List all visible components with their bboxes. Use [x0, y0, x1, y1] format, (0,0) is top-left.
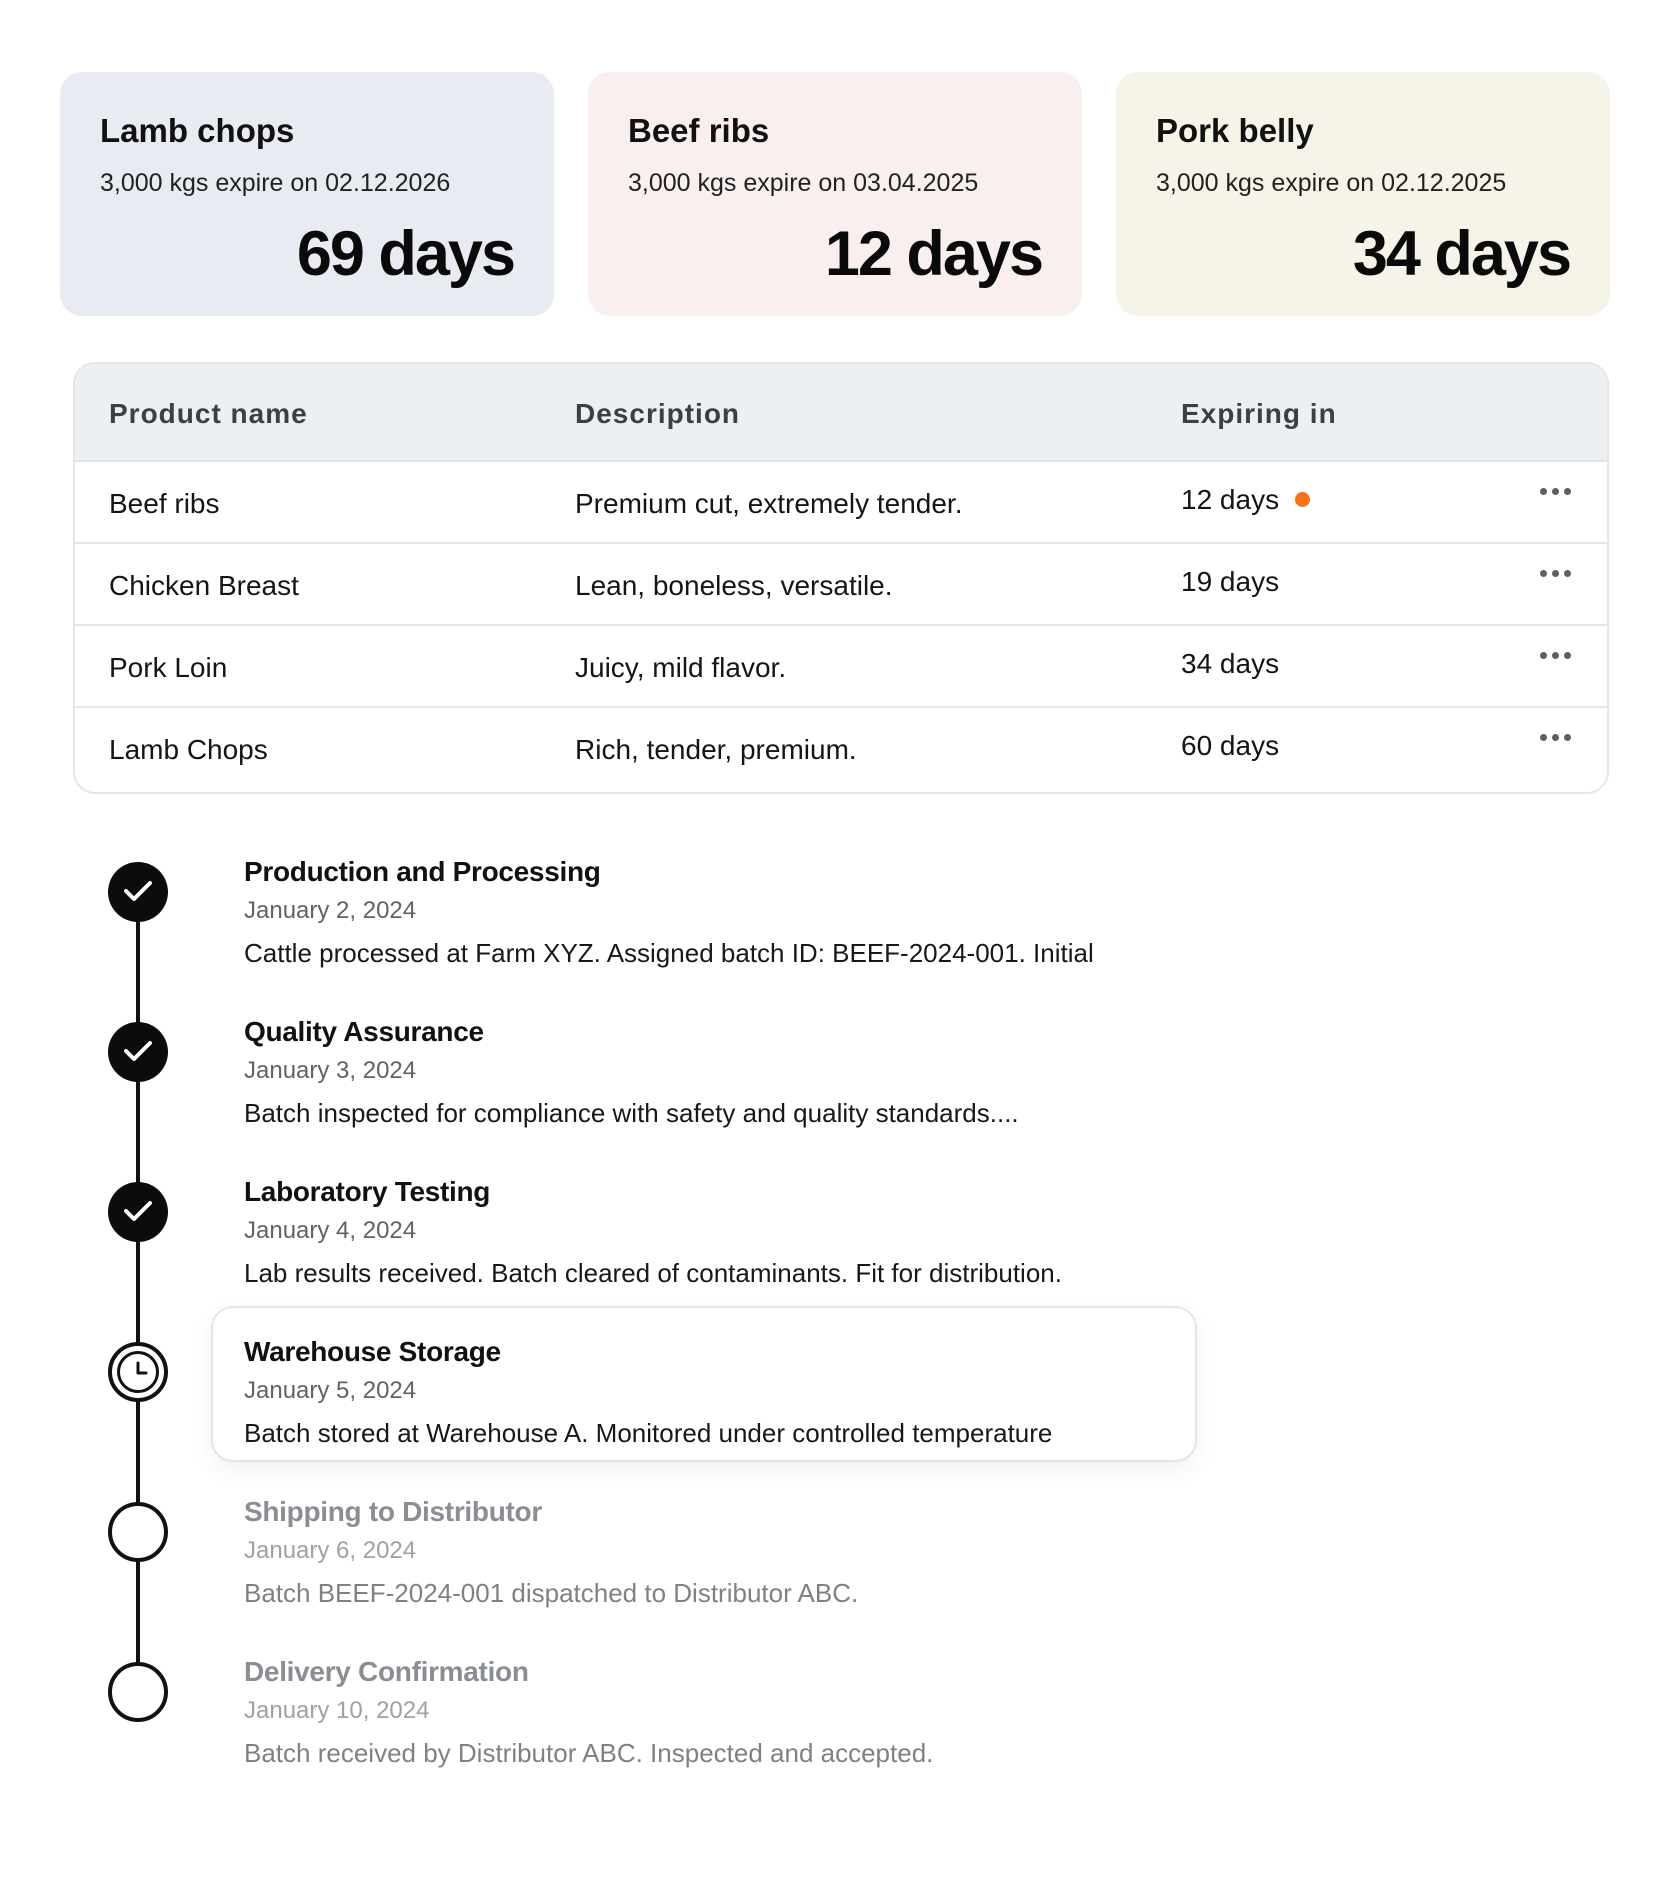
card-days-remaining: 69 days	[296, 219, 514, 289]
pending-circle-icon	[108, 1662, 168, 1722]
check-icon	[108, 1182, 168, 1242]
card-days-remaining: 34 days	[1352, 219, 1570, 289]
column-header-product[interactable]: Product name	[109, 398, 308, 429]
expiry-card-pork-belly[interactable]	[1116, 72, 1610, 316]
cell-product: Pork Loin	[109, 652, 228, 683]
step-title: Warehouse Storage	[244, 1336, 501, 1367]
table-row[interactable]	[75, 544, 1607, 626]
more-horizontal-icon[interactable]	[1540, 488, 1572, 496]
warning-dot-icon	[1295, 492, 1310, 507]
step-date: January 4, 2024	[244, 1217, 417, 1244]
check-icon	[108, 862, 168, 922]
expiry-table	[73, 362, 1609, 794]
step-title: Production and Processing	[244, 856, 601, 887]
pending-circle-icon	[108, 1502, 168, 1562]
step-description: Batch stored at Warehouse A. Monitored under controlled temperature	[244, 1418, 1053, 1448]
expiry-card-lamb-chops[interactable]	[60, 72, 554, 316]
step-date: January 5, 2024	[244, 1377, 417, 1404]
cell-expiring: 60 days	[1181, 730, 1280, 761]
cell-product: Beef ribs	[109, 488, 220, 519]
card-title: Beef ribs	[628, 112, 770, 149]
check-icon	[108, 1022, 168, 1082]
timeline-step[interactable]	[244, 1498, 858, 1606]
more-horizontal-icon[interactable]	[1540, 570, 1572, 578]
timeline-connector	[136, 890, 140, 1684]
step-description: Cattle processed at Farm XYZ. Assigned batch ID: BEEF-2024-001. Initial	[244, 938, 1094, 968]
cell-expiring	[1181, 486, 1310, 514]
table-row[interactable]	[75, 708, 1607, 788]
cell-description: Premium cut, extremely tender.	[575, 488, 963, 519]
step-description: Batch received by Distributor ABC. Inspected and accepted.	[244, 1738, 934, 1768]
card-title: Lamb chops	[100, 112, 295, 149]
step-description: Batch inspected for compliance with safety and quality standards....	[244, 1098, 1019, 1128]
card-subtitle: 3,000 kgs expire on 03.04.2025	[628, 169, 979, 197]
card-subtitle: 3,000 kgs expire on 02.12.2025	[1156, 169, 1507, 197]
more-horizontal-icon[interactable]	[1540, 734, 1572, 742]
timeline-step[interactable]	[244, 858, 1094, 966]
card-days-remaining: 12 days	[824, 219, 1042, 289]
clock-icon	[108, 1342, 168, 1402]
step-description: Batch BEEF-2024-001 dispatched to Distributor ABC.	[244, 1578, 859, 1608]
card-title: Pork belly	[1156, 112, 1314, 149]
cell-description: Lean, boneless, versatile.	[575, 570, 893, 601]
expiry-card-beef-ribs[interactable]	[588, 72, 1082, 316]
card-subtitle: 3,000 kgs expire on 02.12.2026	[100, 169, 451, 197]
cell-expiring: 19 days	[1181, 566, 1280, 597]
table-row[interactable]	[75, 462, 1607, 544]
step-title: Quality Assurance	[244, 1016, 484, 1047]
step-description: Lab results received. Batch cleared of contaminants. Fit for distribution.	[244, 1258, 1062, 1288]
table-row[interactable]	[75, 626, 1607, 708]
step-date: January 3, 2024	[244, 1057, 417, 1084]
cell-expiring: 34 days	[1181, 648, 1280, 679]
column-header-expiring[interactable]: Expiring in	[1181, 398, 1337, 429]
column-header-description[interactable]: Description	[575, 398, 741, 429]
expiring-value: 12 days	[1181, 484, 1280, 515]
timeline-step-current[interactable]	[244, 1338, 1052, 1446]
timeline-step[interactable]	[244, 1018, 1019, 1126]
step-title: Shipping to Distributor	[244, 1496, 542, 1527]
step-date: January 2, 2024	[244, 897, 417, 924]
step-title: Laboratory Testing	[244, 1176, 491, 1207]
timeline-step[interactable]	[244, 1658, 933, 1766]
timeline-step[interactable]	[244, 1178, 1062, 1286]
more-horizontal-icon[interactable]	[1540, 652, 1572, 660]
cell-description: Rich, tender, premium.	[575, 734, 857, 765]
table-header	[75, 364, 1607, 462]
step-title: Delivery Confirmation	[244, 1656, 529, 1687]
cell-product: Chicken Breast	[109, 570, 299, 601]
step-date: January 6, 2024	[244, 1537, 417, 1564]
cell-product: Lamb Chops	[109, 734, 268, 765]
cell-description: Juicy, mild flavor.	[575, 652, 787, 683]
step-date: January 10, 2024	[244, 1697, 430, 1724]
